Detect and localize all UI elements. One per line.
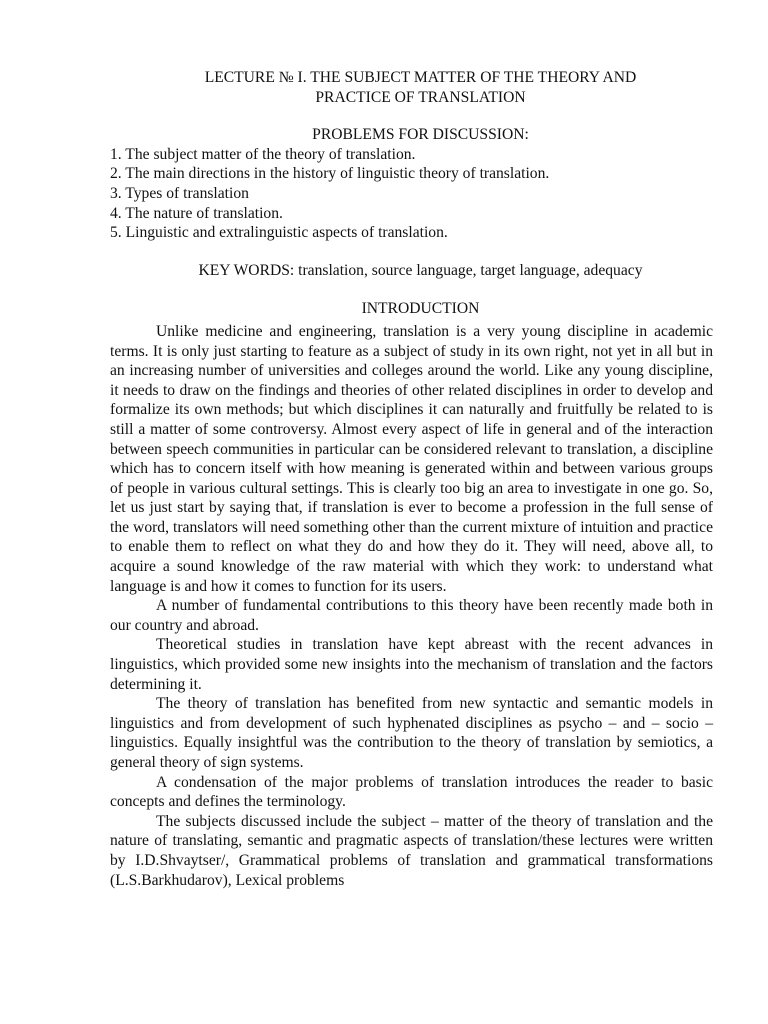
problem-item: 3. Types of translation — [110, 184, 249, 202]
paragraph: Theoretical studies in translation have kept abreast with the recent advances in linguistics, which provided some new insights into the mechanism of translation and the factors determining it. — [110, 636, 713, 693]
problem-item: 2. The main directions in the history of linguistic theory of translation. — [110, 165, 550, 183]
introduction-heading: INTRODUCTION — [361, 300, 480, 318]
lecture-title — [110, 68, 713, 107]
title-line-2: PRACTICE OF TRANSLATION — [315, 88, 526, 106]
problem-item: 4. The nature of translation. — [110, 204, 283, 222]
document-page — [110, 68, 713, 890]
problem-item: 1. The subject matter of the theory of translation. — [110, 145, 416, 163]
problems-heading: PROBLEMS FOR DISCUSSION: — [312, 126, 529, 144]
problem-item: 5. Linguistic and extralinguistic aspects of translation. — [110, 224, 448, 242]
paragraph: Unlike medicine and engineering, translation is a very young discipline in academic terms. It is only just starting to feature as a subject of study in its own right, not yet in all but in an increasing number of universities and colleges around the world. Like any young discipline, it needs to draw on the findings and theories of other related disciplines in order to develop and formalize its own methods; but which disciplines it can naturally and fruitfully be related to is still a matter of some controversy. Almost every aspect of life in general and of the interaction between speech communities in particular can be considered relevant to translation, a discipline which has to concern itself with how meaning is generated within and between various groups of people in various cultural settings. This is clearly too big an area to investigate in one go. So, let us just start by saying that, if translation is ever to become a profession in the full sense of the word, translators will need something other than the current mixture of intuition and practice to enable them to reflect on what they do and how they do it. They will need, above all, to acquire a sound knowledge of the raw material with which they work: to understand what language is and how it comes to function for its users. — [110, 322, 713, 595]
paragraph: The subjects discussed include the subject – matter of the theory of translation and the nature of translating, semantic and pragmatic aspects of translation/these lectures were written by I.D.Shvaytser/, Grammatical problems of translation and grammatical transformations (L.S.Barkhudarov), Lexical problems — [110, 812, 713, 889]
paragraph: A number of fundamental contributions to this theory have been recently made both in our country and abroad. — [110, 597, 713, 634]
paragraph: The theory of translation has benefited from new syntactic and semantic models in linguistics and from development of such hyphenated disciplines as psycho – and – socio – linguistics. Equally insightful was the contribution to the theory of translation by semiotics, a general theory of sign systems. — [110, 695, 713, 771]
title-line-1: LECTURE № I. THE SUBJECT MATTER OF THE THEORY AND — [204, 69, 637, 86]
paragraph: A condensation of the major problems of translation introduces the reader to basic concepts and defines the terminology. — [110, 773, 713, 811]
key-words: KEY WORDS: translation, source language, target language, adequacy — [198, 261, 643, 279]
problems-list — [110, 145, 713, 243]
